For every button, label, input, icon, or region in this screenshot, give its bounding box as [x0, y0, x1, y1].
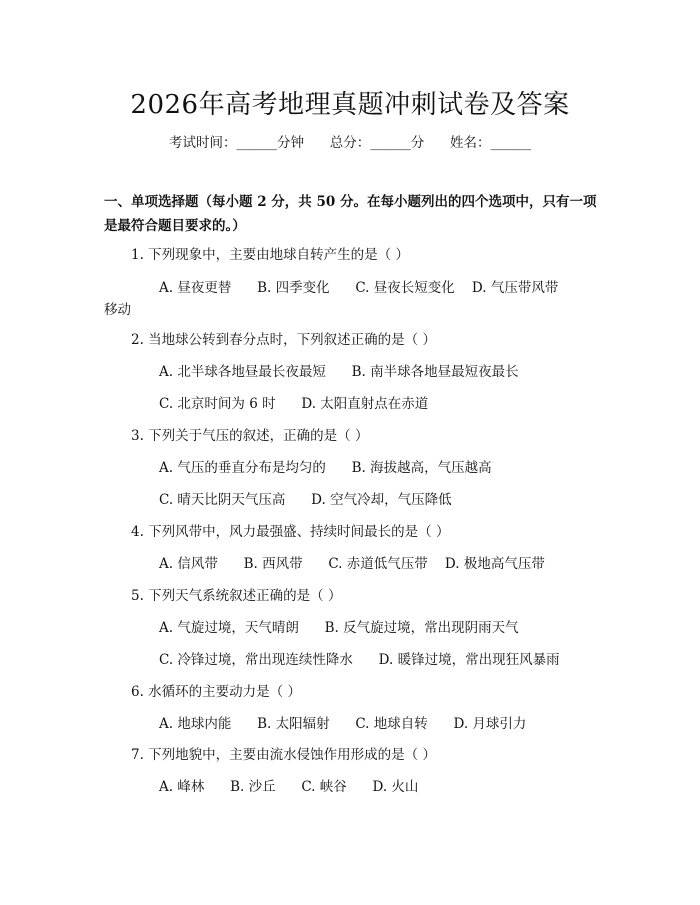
question-4-options-line1: A. 信风带 B. 西风带 C. 赤道低气压带 D. 极地高气压带 — [159, 556, 545, 572]
question-5-stem: 5. 下列天气系统叙述正确的是（ ） — [131, 588, 342, 604]
question-4-stem: 4. 下列风带中，风力最强盛、持续时间最长的是（ ） — [131, 524, 450, 540]
question-3-options-line1: A. 气压的垂直分布是均匀的 B. 海拔越高，气压越高 — [159, 460, 492, 476]
question-2-options-a — [159, 360, 519, 380]
question-1-options-line1: A. 昼夜更替 B. 四季变化 C. 昼夜长短变化 D. 气压带风带 — [159, 280, 559, 296]
question-3-options-c — [159, 488, 452, 508]
question-5-options-c — [159, 648, 560, 668]
question-1-stem: 1. 下列现象中，主要由地球自转产生的是（ ） — [131, 247, 409, 263]
question-2-options-line1: A. 北半球各地昼最长夜最短 B. 南半球各地昼最短夜最长 — [159, 364, 519, 380]
question-2-options-line2: C. 北京时间为 6 时 D. 太阳直射点在赤道 — [159, 396, 429, 412]
question-5-options-line1: A. 气旋过境，天气晴朗 B. 反气旋过境，常出现阴雨天气 — [159, 620, 519, 636]
question-6-options-line1: A. 地球内能 B. 太阳辐射 C. 地球自转 D. 月球引力 — [159, 716, 527, 732]
question-5-options-a — [159, 616, 519, 636]
question-1-options-wrap: 移动 — [104, 302, 131, 318]
question-3-options-a — [159, 456, 492, 476]
question-2-options-c — [159, 392, 428, 412]
question-2-stem: 2. 当地球公转到春分点时，下列叙述正确的是（ ） — [131, 332, 436, 348]
question-7-options-line1: A. 峰林 B. 沙丘 C. 峡谷 D. 火山 — [159, 779, 419, 795]
question-7-options — [159, 775, 418, 795]
question-1-options — [159, 276, 558, 296]
exam-info-text: 考试时间：______分钟 总分：______分 姓名：______ — [169, 135, 531, 151]
page-title: 2026年高考地理真题冲刺试卷及答案 — [130, 90, 570, 120]
question-4-options — [159, 552, 545, 572]
question-6-stem: 6. 水循环的主要动力是（ ） — [131, 684, 301, 700]
question-3-options-line2: C. 晴天比阴天气压高 D. 空气冷却，气压降低 — [159, 492, 452, 508]
question-7-stem: 7. 下列地貌中，主要由流水侵蚀作用形成的是（ ） — [131, 747, 436, 763]
question-6-options — [159, 712, 526, 732]
question-5-options-line2: C. 冷锋过境，常出现连续性降水 D. 暖锋过境，常出现狂风暴雨 — [159, 652, 560, 668]
question-3-stem: 3. 下列关于气压的叙述，正确的是（ ） — [131, 428, 369, 444]
exam-info-line — [0, 131, 700, 151]
section-heading: 一、单项选择题（每小题 2 分，共 50 分。在每小题列出的四个选项中，只有一项是最符合题目要求的。） — [104, 194, 597, 234]
